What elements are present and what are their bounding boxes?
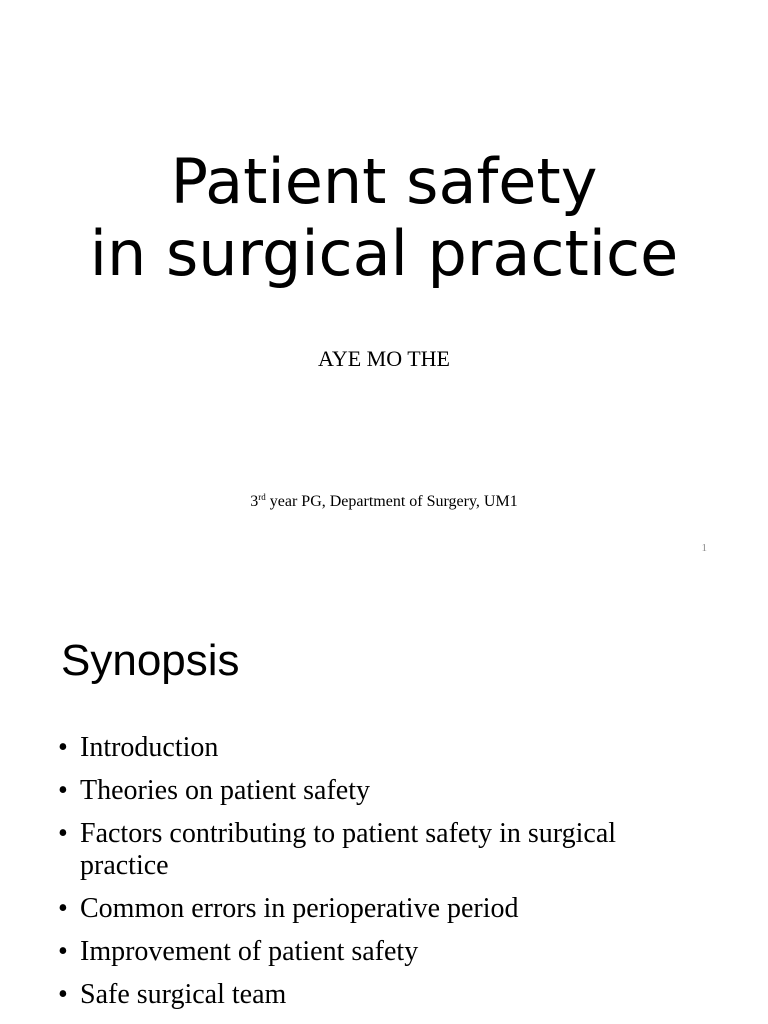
- list-item: [58, 775, 698, 807]
- list-item-text: Safe surgical team: [80, 979, 287, 1010]
- bullet-icon: •: [58, 893, 68, 924]
- list-item: [58, 818, 698, 882]
- title-line-1: Patient safety: [170, 145, 598, 218]
- slide-page-number: 1: [701, 542, 707, 554]
- list-item: [58, 893, 698, 925]
- synopsis-heading: Synopsis: [61, 636, 240, 685]
- author-name: AYE MO THE: [317, 346, 450, 371]
- list-item-text: Improvement of patient safety: [80, 936, 419, 967]
- list-item: [58, 732, 698, 764]
- bullet-icon: •: [58, 979, 68, 1010]
- title-line-2: in surgical practice: [89, 217, 679, 290]
- affiliation-ordinal: 3: [250, 493, 259, 510]
- bullet-icon: •: [58, 818, 68, 849]
- presentation-title: [0, 146, 768, 290]
- synopsis-bullet-list: [58, 732, 698, 1022]
- list-item-text: Theories on patient safety: [80, 775, 371, 806]
- bullet-icon: •: [58, 732, 68, 763]
- list-item-text: Introduction: [80, 732, 219, 763]
- list-item-text: Factors contributing to patient safety in surgical practice: [80, 818, 617, 881]
- list-item: [58, 979, 698, 1011]
- bullet-icon: •: [58, 775, 68, 806]
- list-item-text: Common errors in perioperative period: [80, 893, 519, 924]
- list-item: [58, 936, 698, 968]
- author-affiliation: [0, 492, 768, 512]
- synopsis-slide: [0, 576, 768, 1024]
- bullet-icon: •: [58, 936, 68, 967]
- affiliation-text: year PG, Department of Surgery, UM1: [265, 493, 518, 510]
- affiliation-ordinal-suffix: rd: [258, 492, 266, 502]
